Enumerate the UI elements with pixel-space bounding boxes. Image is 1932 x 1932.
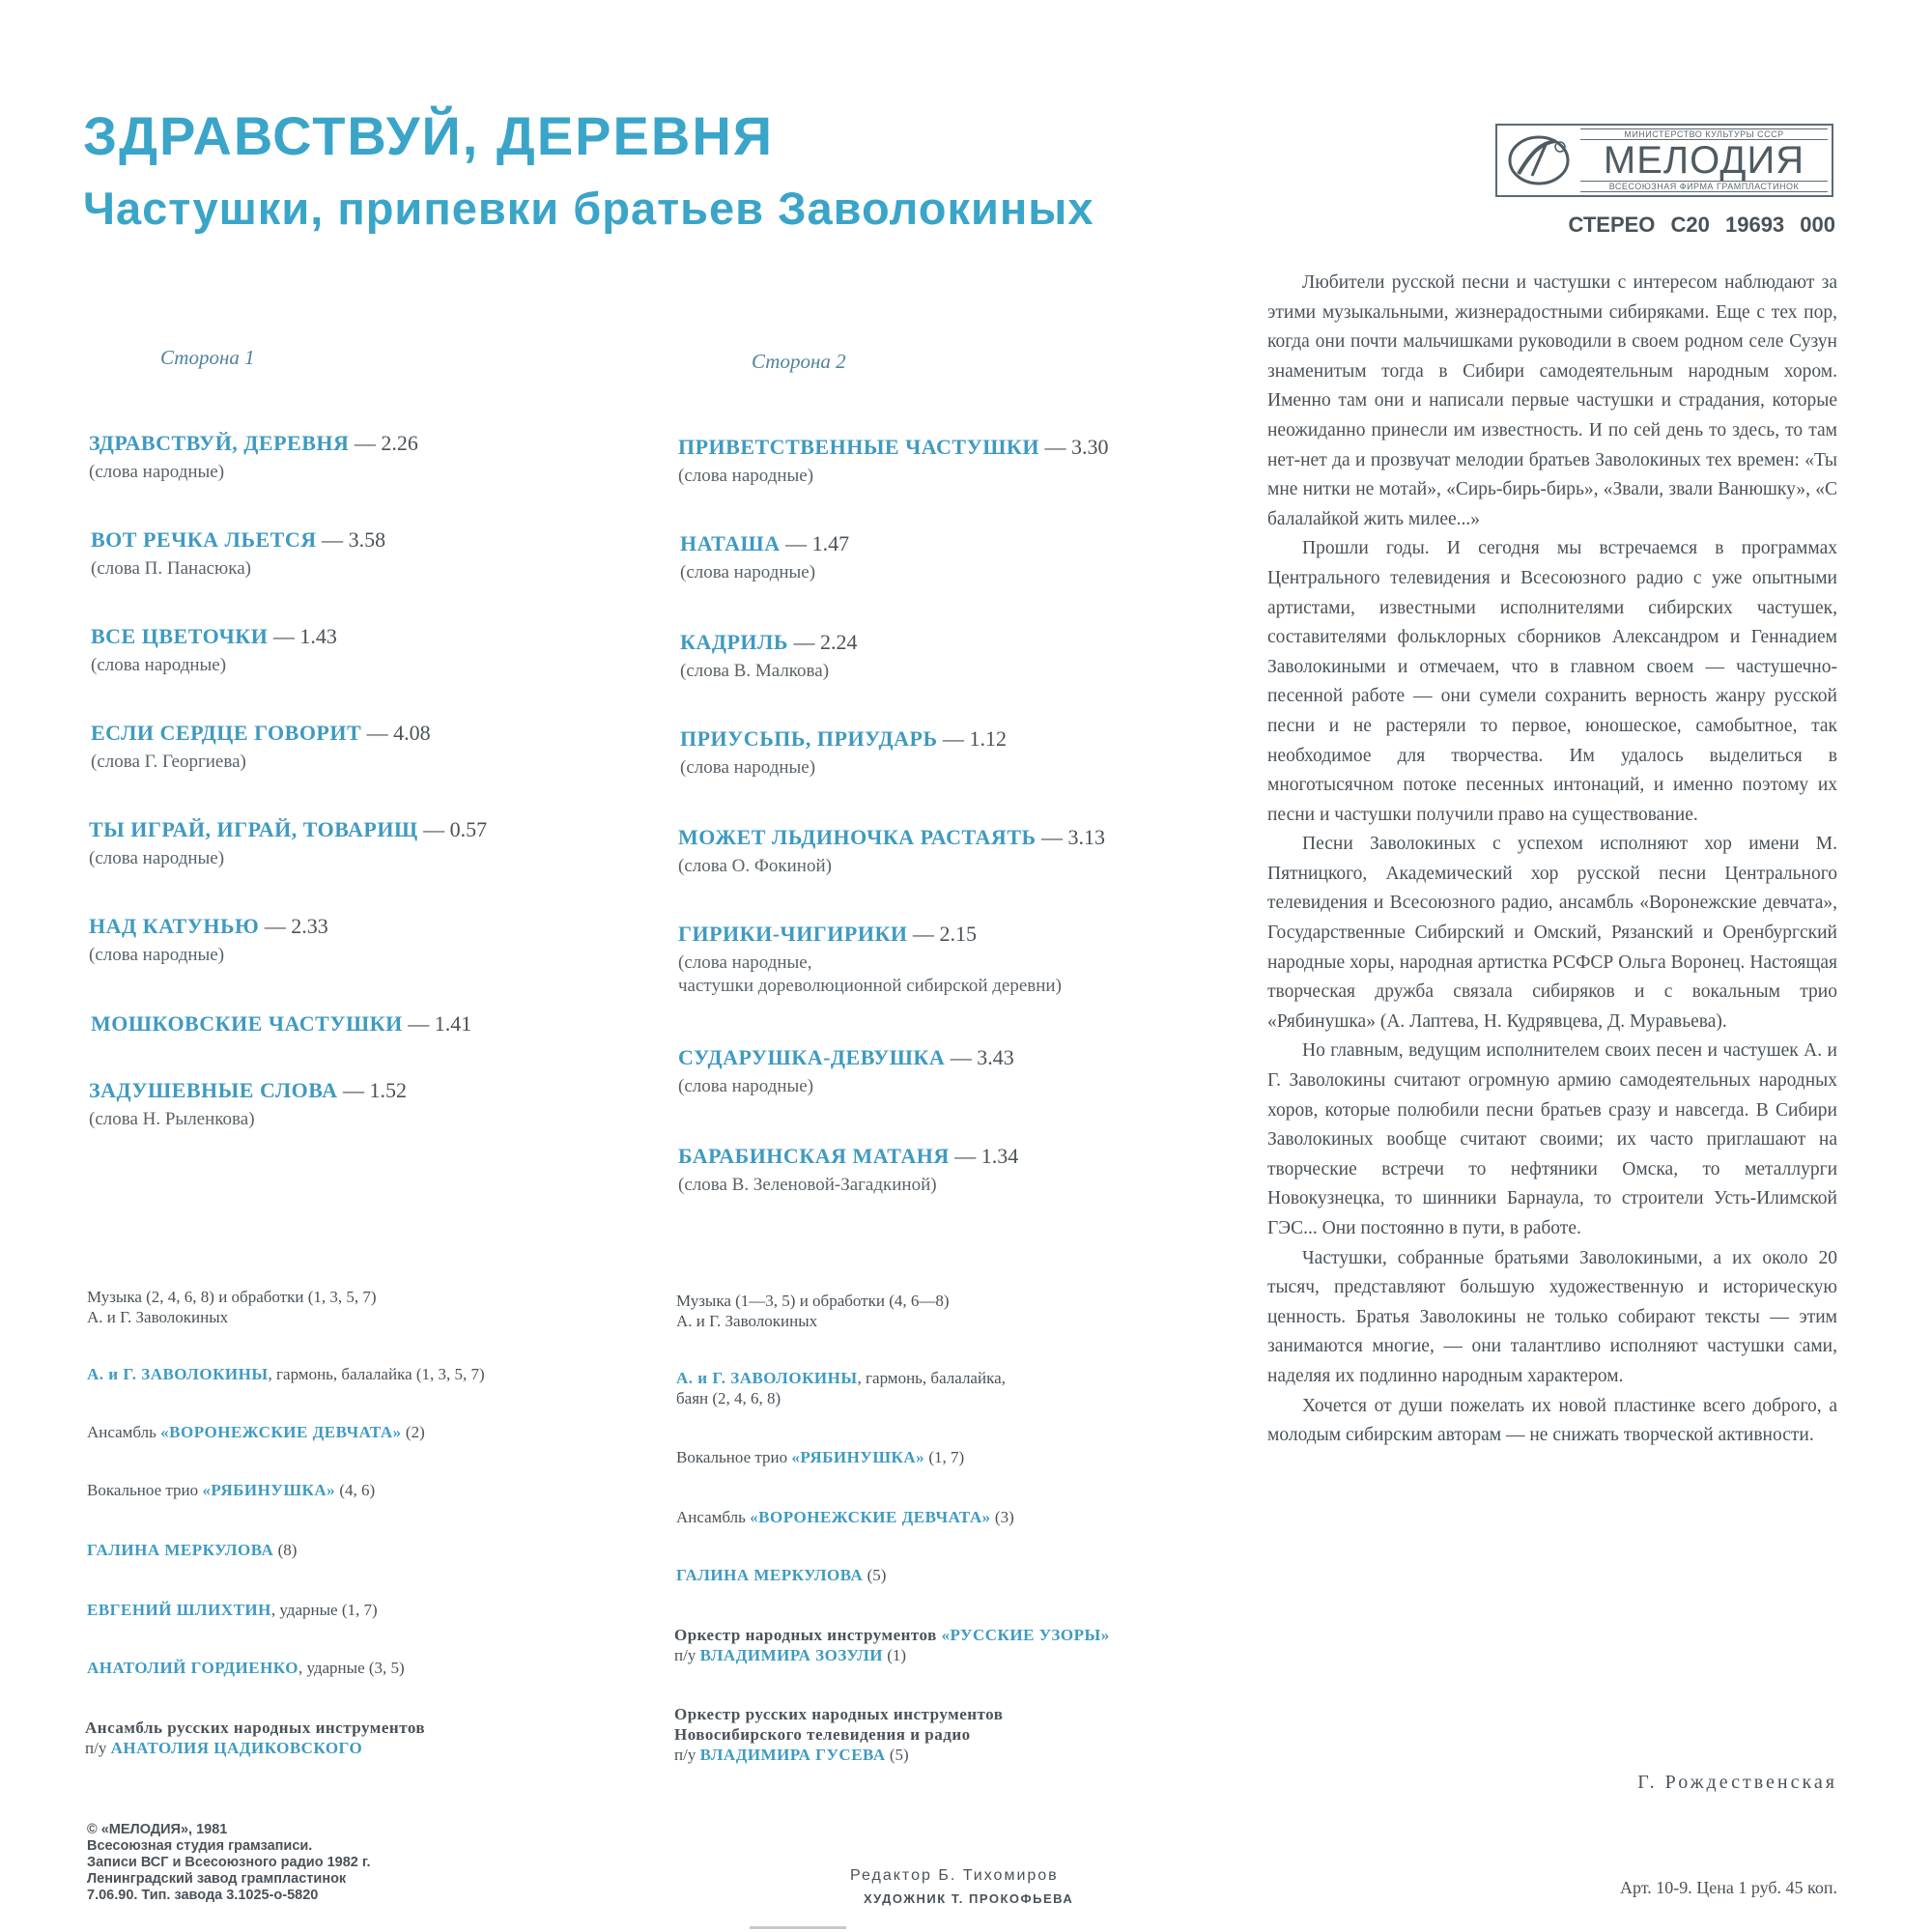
track-duration: — 1.12	[943, 726, 1007, 751]
performer-role: , гармонь, балалайка,	[857, 1369, 1006, 1387]
track-title: МОЖЕТ ЛЬДИНОЧКА РАСТАЯТЬ	[678, 825, 1037, 849]
track-title: ЗДРАВСТВУЙ, ДЕРЕВНЯ	[89, 431, 350, 455]
melodiya-emblem-icon	[1497, 126, 1580, 195]
copyright-block	[87, 1822, 371, 1904]
side2-credit	[676, 1447, 964, 1467]
side1-track	[89, 431, 418, 483]
bottom-divider	[750, 1926, 846, 1929]
track-duration: — 2.33	[264, 914, 328, 938]
side1-credit	[87, 1480, 375, 1500]
side1-track	[89, 817, 487, 869]
side1-credit	[87, 1540, 297, 1560]
conductor-name: ВЛАДИМИРА ЗОЗУЛИ	[699, 1646, 884, 1664]
track-lyrics: (слова П. Панасюка)	[91, 558, 251, 579]
side1-credit	[87, 1600, 378, 1620]
price-info: Арт. 10-9. Цена 1 руб. 45 коп.	[1619, 1878, 1837, 1897]
side1-orchestra	[85, 1718, 425, 1758]
liner-paragraph: Песни Заволокиных с успехом исполняют хор имени М. Пятницкого, Академический хор русской песни Центрального телевидения и Всесоюзного радио, ансамбль «Воронежские девчата», Государственные Сибирский и Омский, Рязанский и Оренбургский народные хоры, народная артистка РСФСР Ольга Воронец. Настоящая творческая дружба связала сибиряков и с вокальным трио «Рябинушка» (А. Лаптева, Н. Кудрявцева, Д. Муравьева).	[1267, 834, 1837, 1032]
track-lyrics: (слова В. Зеленовой-Загадкиной)	[678, 1175, 937, 1195]
side1-track	[91, 624, 337, 676]
track-duration: — 1.52	[342, 1078, 407, 1102]
track-refs: (1)	[883, 1646, 907, 1664]
track-lyrics: (слова народные,	[678, 952, 812, 973]
catalog-number: СТЕРЕО С20 19693 000	[1568, 213, 1835, 237]
track-duration: — 3.43	[950, 1045, 1014, 1069]
track-duration: — 3.30	[1044, 435, 1109, 459]
track-title: ВОТ РЕЧКА ЛЬЕТСЯ	[91, 527, 317, 552]
liner-notes	[1267, 269, 1837, 1451]
side2-credit	[676, 1565, 886, 1585]
performer-name: ГАЛИНА МЕРКУЛОВА	[87, 1541, 274, 1559]
orchestra-name: Оркестр русских народных инструментов	[674, 1705, 1004, 1723]
performer-role: (1, 7)	[924, 1448, 965, 1466]
track-lyrics: (слова народные)	[678, 1076, 814, 1096]
side1-label: Сторона 1	[160, 346, 255, 369]
logo-ministry: МИНИСТЕРСТВО КУЛЬТУРЫ СССР	[1580, 128, 1828, 140]
track-duration: — 2.26	[354, 431, 418, 455]
side1-track	[89, 914, 328, 966]
side2-track	[680, 630, 857, 682]
copyright-line: Всесоюзная студия грамзаписи.	[87, 1838, 313, 1854]
track-duration: — 1.34	[954, 1144, 1019, 1168]
copyright-line: 7.06.90. Тип. завода 3.1025-о-5820	[87, 1888, 319, 1903]
track-title: НАД КАТУНЬЮ	[89, 914, 260, 938]
performer-role: (8)	[273, 1541, 298, 1559]
logo-name: МЕЛОДИЯ	[1603, 139, 1805, 182]
track-duration: — 3.58	[322, 527, 386, 552]
performer-prefix: Ансамбль	[87, 1423, 161, 1441]
track-lyrics: (слова В. Малкова)	[680, 661, 830, 681]
liner-paragraph: Частушки, собранные братьями Заволокиными, а их около 20 тысяч, представляют большую художественную и историческую ценность. Братья Заволокины не только собирают тексты — этим занимаются многие, — они талантливо исполняют частушки сами, наделяя их подлинно народным характером.	[1267, 1247, 1837, 1386]
side1-music-credit	[87, 1287, 377, 1327]
track-title: ТЫ ИГРАЙ, ИГРАЙ, ТОВАРИЩ	[89, 817, 418, 841]
track-lyrics: (слова Н. Рыленкова)	[89, 1109, 255, 1129]
liner-author: Г. Рождественская	[1637, 1772, 1837, 1793]
performer-name: «РЯБИНУШКА»	[202, 1481, 336, 1499]
track-duration: — 3.13	[1041, 825, 1106, 849]
performer-prefix: Вокальное трио	[87, 1481, 203, 1499]
performer-name: ГАЛИНА МЕРКУЛОВА	[676, 1566, 864, 1584]
album-subtitle: Частушки, припевки братьев Заволокиных	[83, 183, 1094, 234]
orchestra-name: Оркестр народных инструментов	[674, 1626, 942, 1644]
editor-block	[850, 1864, 1073, 1911]
side2-orchestra	[674, 1704, 1003, 1765]
track-duration: — 1.43	[272, 624, 337, 648]
liner-paragraph: Любители русской песни и частушки с интересом наблюдают за этими музыкальными, жизнерадостными сибиряками. Еще с тех пор, когда они почти мальчишками руководили в своем родном селе Сузун знаменитым тогда в Сибири самодеятельным народным хором. Именно там они и написали первые частушки и страдания, которые неожиданно принесли им известность. И по сей день то здесь, то там нет-нет да и прозвучат мелодии братьев Заволокиных тех времен: «Ты мне нитки не мотай», «Сирь-бирь-бирь», «Звали, звали Ванюшку», «С балалайкой жить милее...»	[1267, 272, 1837, 529]
track-duration: — 2.15	[913, 922, 978, 946]
music-line: Музыка (2, 4, 6, 8) и обработки (1, 3, 5, 7)	[87, 1288, 377, 1306]
conductor-prefix: п/у	[85, 1739, 111, 1757]
conductor-prefix: п/у	[674, 1746, 700, 1764]
track-lyrics: частушки дореволюционной сибирской деревни)	[678, 976, 1062, 996]
conductor-name: АНАТОЛИЯ ЦАДИКОВСКОГО	[110, 1739, 363, 1757]
track-title: ПРИУСЬПЬ, ПРИУДАРЬ	[680, 726, 938, 751]
side2-track	[678, 922, 1062, 997]
track-title: ГИРИКИ-ЧИГИРИКИ	[678, 922, 908, 946]
track-title: ЕСЛИ СЕРДЦЕ ГОВОРИТ	[91, 721, 362, 745]
music-line: А. и Г. Заволокиных	[87, 1308, 229, 1326]
conductor-prefix: п/у	[674, 1646, 700, 1664]
track-title: ПРИВЕТСТВЕННЫЕ ЧАСТУШКИ	[678, 435, 1039, 459]
performer-name: АНАТОЛИЙ ГОРДИЕНКО	[87, 1659, 298, 1677]
copyright-line: Записи ВСГ и Всесоюзного радио 1982 г.	[87, 1855, 371, 1870]
orchestra-affiliation: Новосибирского телевидения и радио	[674, 1725, 971, 1744]
performer-role: (2)	[401, 1423, 425, 1441]
side2-track	[678, 435, 1108, 487]
side2-track	[678, 1045, 1014, 1097]
side2-label: Сторона 2	[752, 350, 846, 373]
performer-name: А. и Г. ЗАВОЛОКИНЫ	[87, 1365, 269, 1383]
track-duration: — 2.24	[793, 630, 858, 654]
track-title: СУДАРУШКА-ДЕВУШКА	[678, 1045, 946, 1069]
track-lyrics: (слова народные)	[680, 562, 816, 582]
side2-track	[678, 825, 1105, 877]
track-lyrics: (слова народные)	[89, 462, 225, 482]
logo-tagline: ВСЕСОЮЗНАЯ ФИРМА ГРАМПЛАСТИНОК	[1580, 181, 1828, 192]
track-title: ЗАДУШЕВНЫЕ СЛОВА	[89, 1078, 338, 1102]
performer-role: (3)	[990, 1508, 1014, 1526]
track-lyrics: (слова народные)	[678, 466, 814, 486]
side1-track	[89, 1078, 407, 1130]
side1-credit	[87, 1658, 405, 1678]
side1-credit	[87, 1364, 485, 1384]
track-duration: — 1.47	[785, 531, 850, 555]
performer-prefix: Ансамбль	[676, 1508, 751, 1526]
track-lyrics: (слова О. Фокиной)	[678, 856, 832, 876]
track-refs: (5)	[885, 1746, 909, 1764]
editor-credit: Редактор Б. Тихомиров	[850, 1867, 1059, 1884]
performer-role: (4, 6)	[335, 1481, 376, 1499]
performer-role: , ударные (1, 7)	[270, 1601, 378, 1619]
performer-name: «РЯБИНУШКА»	[791, 1448, 925, 1466]
liner-paragraph: Прошли годы. И сегодня мы встречаемся в программах Центрального телевидения и Всесоюзного радио с уже опытными артистами, известными исполнителями сибирских частушек, составителями фольклорных сборников Александром и Геннадием Заволокиными и отмечаем, что в главном своем — частушечно-песенной работе — они сумели сохранить верность жанру русской песни и не растеряли то первое, юношеское, самобытное, так необходимое для творчества. Им удалось выделиться в многотысячном потоке песенных интонаций, и именно поэтому их песни и частушки получили право на существование.	[1267, 538, 1837, 825]
track-lyrics: (слова Г. Георгиева)	[91, 752, 246, 772]
conductor-name: ВЛАДИМИРА ГУСЕВА	[699, 1746, 886, 1764]
side2-orchestra	[674, 1625, 1110, 1665]
performer-name: А. и Г. ЗАВОЛОКИНЫ	[676, 1369, 858, 1387]
melodiya-logo	[1495, 124, 1833, 197]
track-duration: — 4.08	[366, 721, 431, 745]
artist-credit: ХУДОЖНИК Т. ПРОКОФЬЕВА	[864, 1891, 1074, 1906]
performer-name: ЕВГЕНИЙ ШЛИХТИН	[87, 1601, 271, 1619]
performer-prefix: Вокальное трио	[676, 1448, 792, 1466]
track-title: НАТАША	[680, 531, 781, 555]
performer-name: «ВОРОНЕЖСКИЕ ДЕВЧАТА»	[750, 1508, 991, 1526]
performer-role: баян (2, 4, 6, 8)	[676, 1389, 781, 1407]
copyright-line: Ленинградский завод грампластинок	[87, 1871, 347, 1887]
track-lyrics: (слова народные)	[89, 945, 225, 965]
side2-track	[678, 1144, 1018, 1196]
side2-credit	[676, 1507, 1014, 1527]
side2-music-credit	[676, 1291, 950, 1331]
orchestra-title: «РУССКИЕ УЗОРЫ»	[941, 1626, 1110, 1644]
album-title: ЗДРАВСТВУЙ, ДЕРЕВНЯ	[83, 105, 775, 166]
performer-role: (5)	[863, 1566, 887, 1584]
liner-paragraph: Хочется от души пожелать их новой пластинке всего доброго, а молодым сибирским авторам — не снижать творческой активности.	[1267, 1395, 1837, 1446]
track-duration: — 0.57	[423, 817, 488, 841]
track-lyrics: (слова народные)	[89, 848, 225, 868]
orchestra-name: Ансамбль русских народных инструментов	[85, 1719, 426, 1737]
track-title: МОШКОВСКИЕ ЧАСТУШКИ	[91, 1011, 403, 1036]
side1-track	[91, 527, 385, 580]
side1-track	[91, 1011, 471, 1037]
music-line: Музыка (1—3, 5) и обработки (4, 6—8)	[676, 1292, 950, 1310]
copyright-line: © «МЕЛОДИЯ», 1981	[87, 1822, 228, 1837]
track-lyrics: (слова народные)	[91, 655, 227, 675]
music-line: А. и Г. Заволокиных	[676, 1312, 818, 1330]
side2-credit	[676, 1368, 1006, 1408]
performer-role: , гармонь, балалайка (1, 3, 5, 7)	[268, 1365, 485, 1383]
track-title: БАРАБИНСКАЯ МАТАНЯ	[678, 1144, 950, 1168]
track-title: ВСЕ ЦВЕТОЧКИ	[91, 624, 269, 648]
performer-name: «ВОРОНЕЖСКИЕ ДЕВЧАТА»	[160, 1423, 402, 1441]
liner-paragraph: Но главным, ведущим исполнителем своих песен и частушек А. и Г. Заволокины считают огромную армию самодеятельных народных хоров, которые полюбили песни братьев сразу и навсегда. В Сибири Заволокиных вообще считают своими; их часто приглашают на творческие встречи то нефтяники Омска, то металлурги Новокузнецка, то шинники Барнаула, то строители Усть-Илимской ГЭС... Они постоянно в пути, в работе.	[1267, 1040, 1837, 1238]
performer-role: , ударные (3, 5)	[298, 1659, 405, 1677]
track-lyrics: (слова народные)	[680, 757, 816, 778]
track-title: КАДРИЛЬ	[680, 630, 788, 654]
track-duration: — 1.41	[408, 1011, 472, 1036]
side1-track	[91, 721, 431, 773]
side2-track	[680, 531, 849, 583]
side2-track	[680, 726, 1007, 779]
side1-credit	[87, 1422, 425, 1442]
